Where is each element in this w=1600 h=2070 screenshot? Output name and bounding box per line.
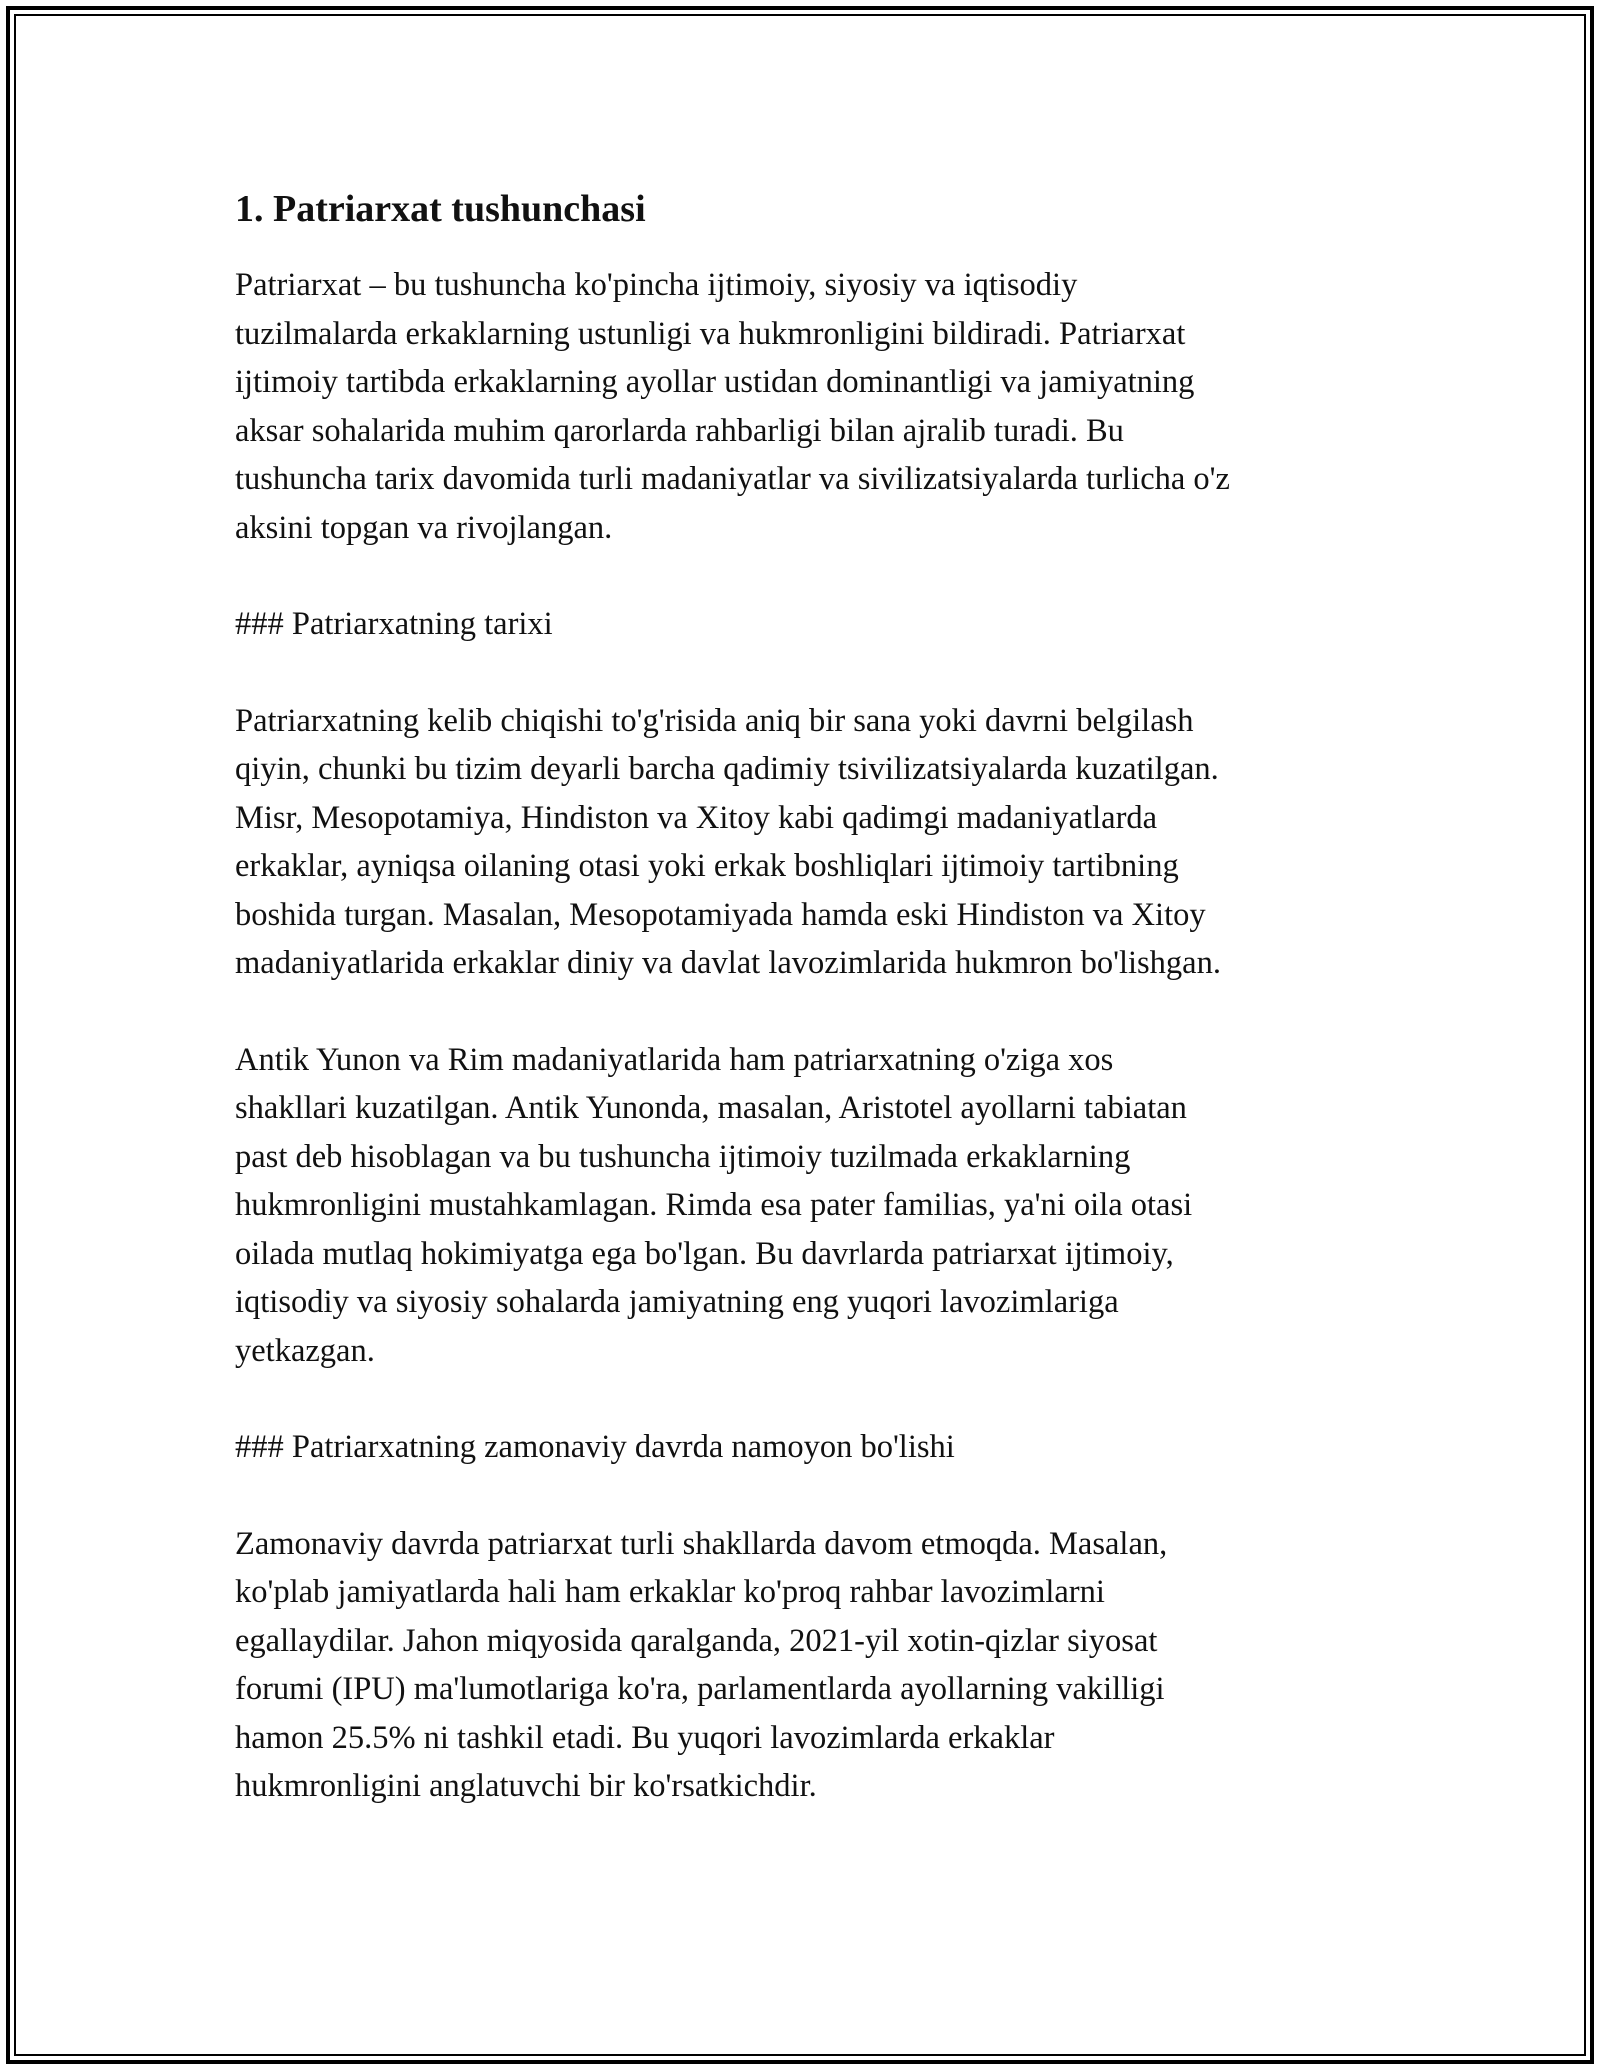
text-line: hukmronligini anglatuvchi bir ko'rsatkichdir. xyxy=(235,1768,817,1804)
text-line: past deb hisoblagan va bu tushuncha ijtimoiy tuzilmada erkaklarning xyxy=(235,1138,1131,1175)
text-line: Zamonaviy davrda patriarxat turli shakllarda davom etmoqda. Masalan, xyxy=(235,1525,1168,1562)
document-body xyxy=(235,185,1365,1859)
document-title: 1. Patriarxat tushunchasi xyxy=(235,188,646,230)
section-heading-modern xyxy=(235,1423,1365,1472)
text-line: madaniyatlarida erkaklar diniy va davlat lavozimlarida hukmron bo'lishgan. xyxy=(235,945,1221,981)
paragraph-modern xyxy=(235,1520,1365,1811)
text-line: Patriarxatning kelib chiqishi to'g'risida aniq bir sana yoki davrni belgilash xyxy=(235,702,1194,739)
text-line: iqtisodiy va siyosiy sohalarda jamiyatning eng yuqori lavozimlariga xyxy=(235,1284,1119,1320)
text-line: oilada mutlaq hokimiyatga ega bo'lgan. Bu davrlarda patriarxat ijtimoiy, xyxy=(235,1235,1174,1272)
text-line: hamon 25.5% ni tashkil etadi. Bu yuqori lavozimlarda erkaklar xyxy=(235,1719,1055,1756)
text-line: Misr, Mesopotamiya, Hindiston va Xitoy kabi qadimgi madaniyatlarda xyxy=(235,799,1158,836)
text-line: aksar sohalarida muhim qarorlarda rahbarligi bilan ajralib turadi. Bu xyxy=(235,412,1124,449)
text-line: ### Patriarxatning zamonaviy davrda namoyon bo'lishi xyxy=(235,1429,955,1465)
text-line: ko'plab jamiyatlarda hali ham erkaklar ko'proq rahbar lavozimlarni xyxy=(235,1574,1105,1610)
text-line: qiyin, chunki bu tizim deyarli barcha qadimiy tsivilizatsiyalarda kuzatilgan. xyxy=(235,751,1219,787)
text-line: Patriarxat – bu tushuncha ko'pincha ijtimoiy, siyosiy va iqtisodiy xyxy=(235,267,1078,303)
text-line: ### Patriarxatning tarixi xyxy=(235,606,553,642)
text-line: tuzilmalarda erkaklarning ustunligi va hukmronligini bildiradi. Patriarxat xyxy=(235,315,1186,352)
text-line: forumi (IPU) ma'lumotlariga ko'ra, parlamentlarda ayollarning vakilligi xyxy=(235,1671,1165,1707)
paragraph-history-antiquity xyxy=(235,1036,1365,1376)
section-heading-history xyxy=(235,600,1365,649)
text-line: boshida turgan. Masalan, Mesopotamiyada hamda eski Hindiston va Xitoy xyxy=(235,896,1206,933)
text-line: tushuncha tarix davomida turli madaniyatlar va sivilizatsiyalarda turlicha o'z xyxy=(235,461,1230,497)
text-line: hukmronligini mustahkamlagan. Rimda esa pater familias, ya'ni oila otasi xyxy=(235,1187,1193,1223)
paragraph-history-origins xyxy=(235,697,1365,988)
text-line: shakllari kuzatilgan. Antik Yunonda, masalan, Aristotel ayollarni tabiatan xyxy=(235,1090,1187,1126)
text-line: Antik Yunon va Rim madaniyatlarida ham patriarxatning o'ziga xos xyxy=(235,1041,1114,1078)
text-line: egallaydilar. Jahon miqyosida qaralganda, 2021-yil xotin-qizlar siyosat xyxy=(235,1622,1158,1659)
text-line: yetkazgan. xyxy=(235,1332,375,1369)
text-line: ijtimoiy tartibda erkaklarning ayollar ustidan dominantligi va jamiyatning xyxy=(235,364,1195,400)
text-line: aksini topgan va rivojlangan. xyxy=(235,509,613,546)
paragraph-intro xyxy=(235,261,1365,552)
text-line: erkaklar, ayniqsa oilaning otasi yoki erkak boshliqlari ijtimoiy tartibning xyxy=(235,848,1179,884)
